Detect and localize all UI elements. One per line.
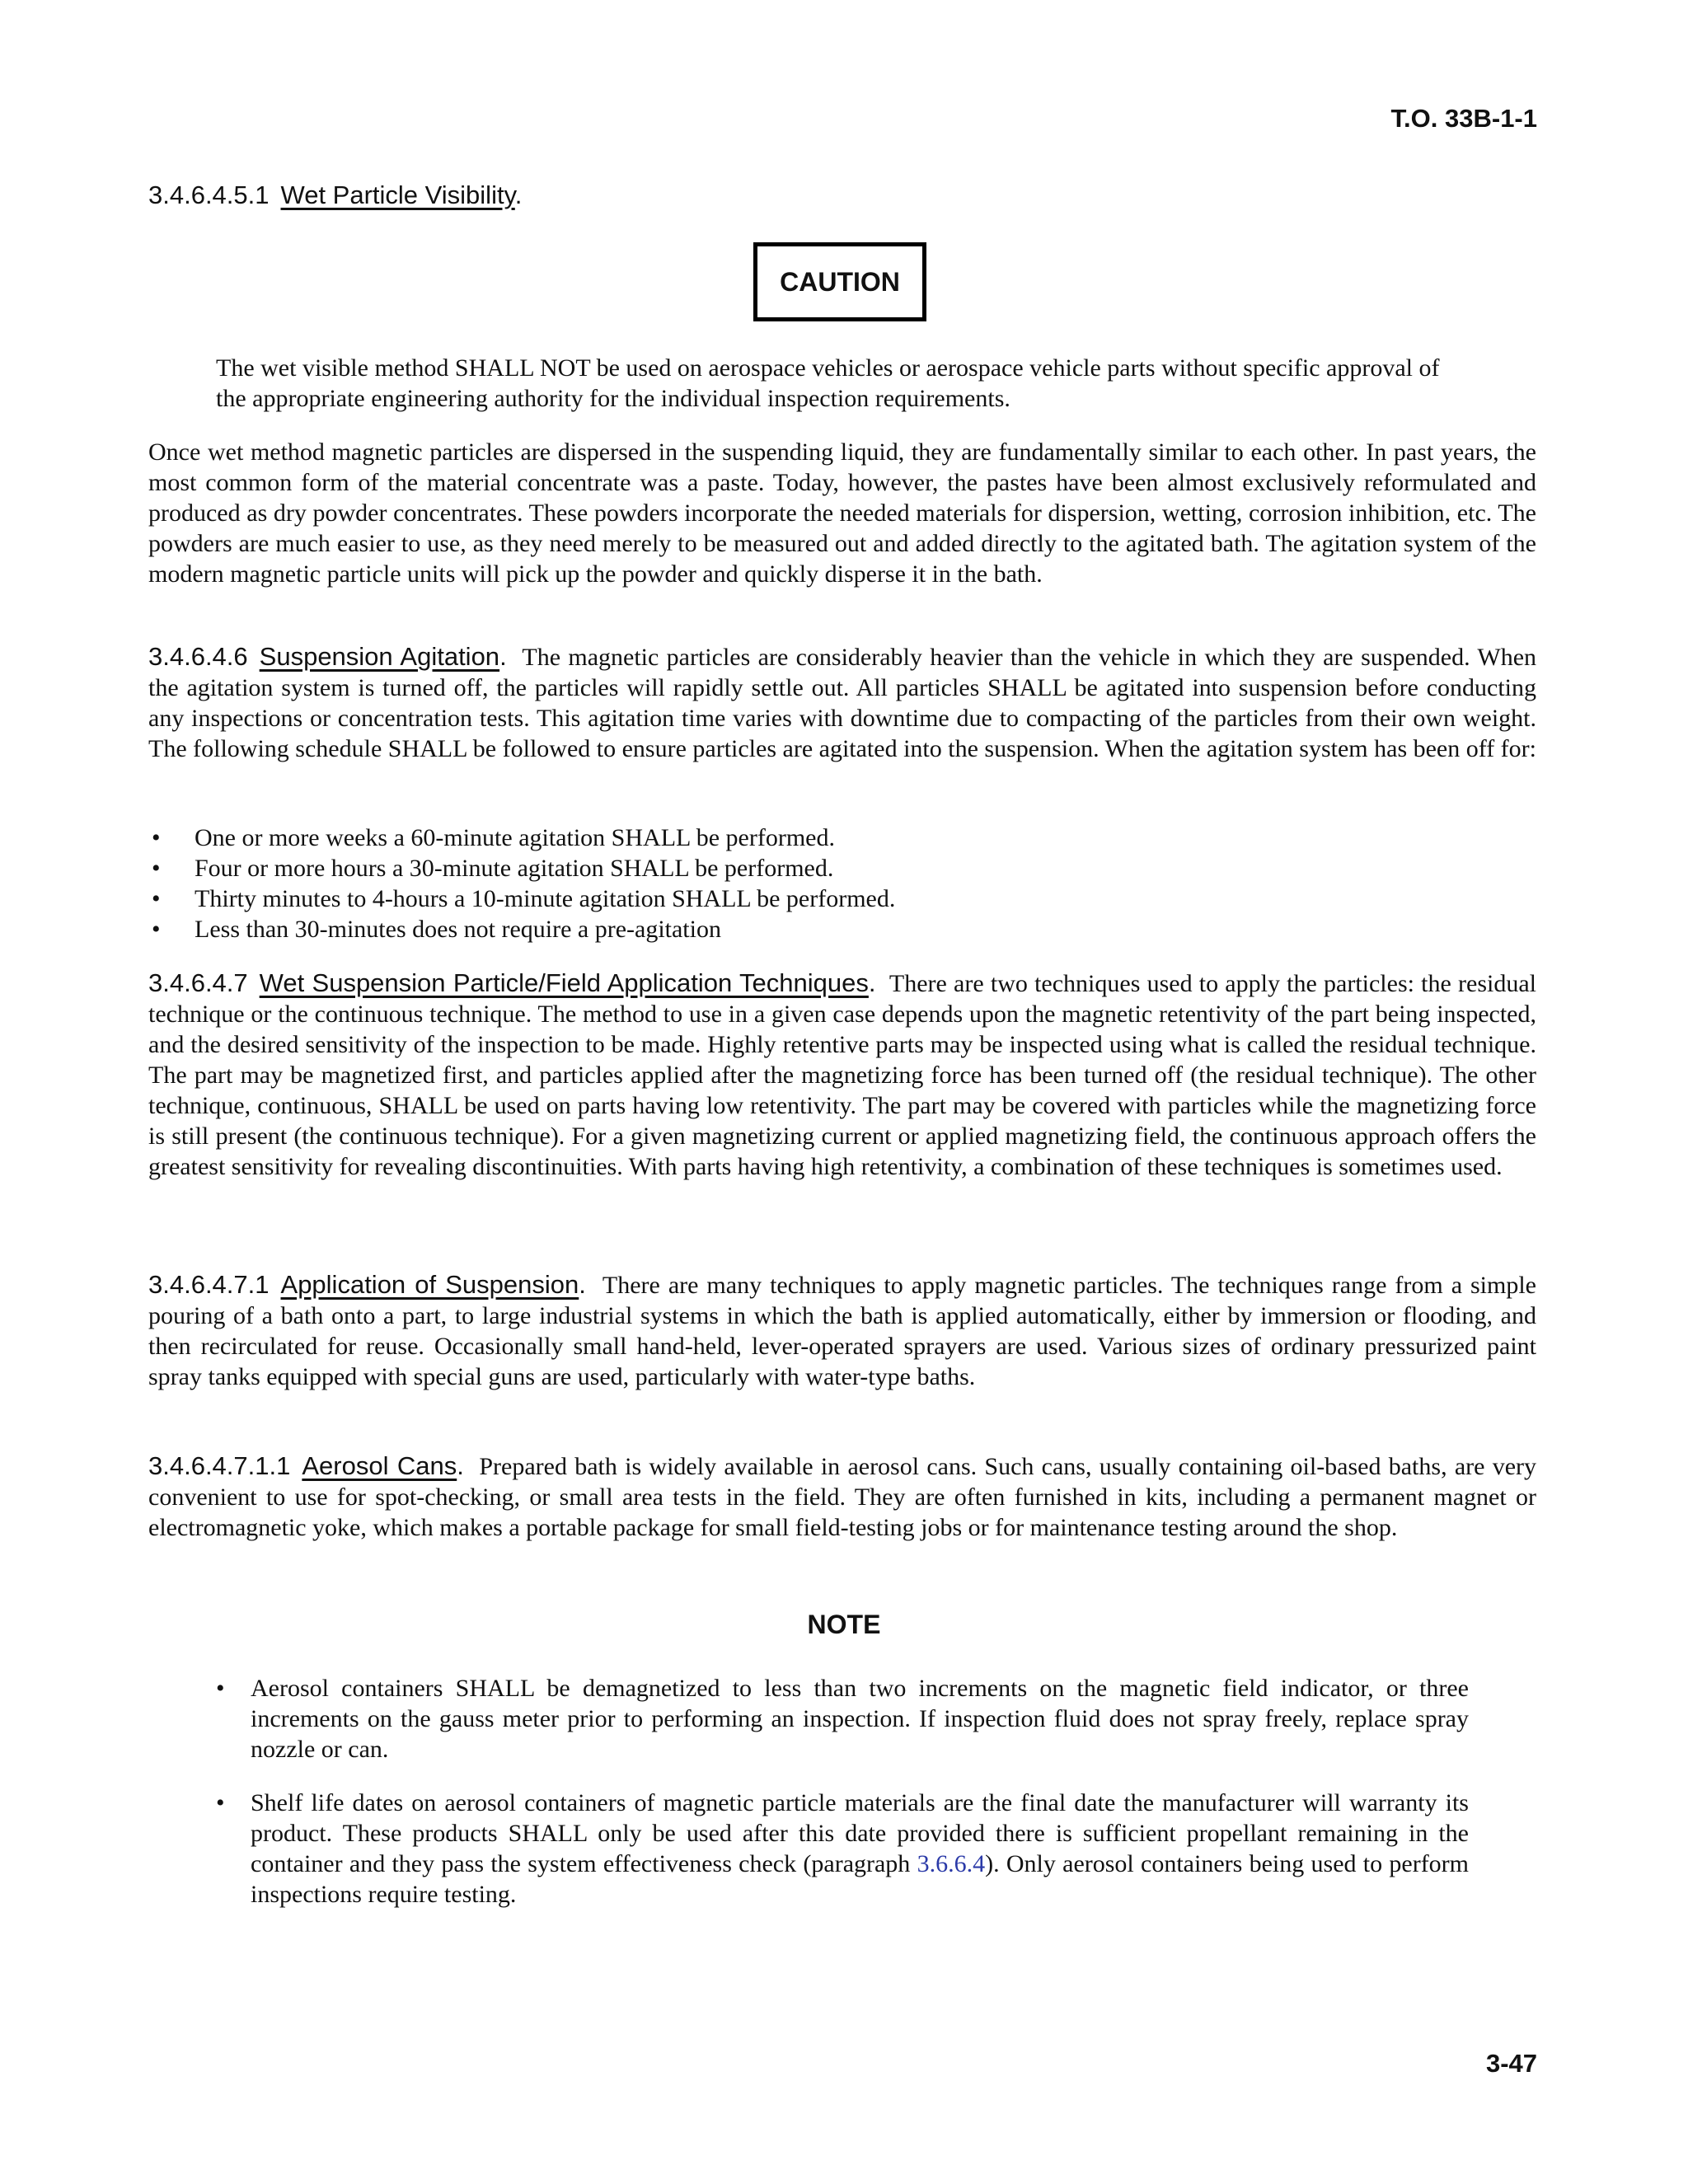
bullet-icon: • [152,885,161,912]
page-number: 3-47 [1485,2049,1537,2078]
section-number: 3.4.6.4.7.1 [148,1270,270,1299]
document-id-header: T.O. 33B-1-1 [1390,104,1537,133]
paragraph-wet-method-particles: Once wet method magnetic particles are dispersed in the suspending liquid, they are fundamentally similar to each other. In past years, the most common form of the material concentrate was a paste. Today, however, the pastes have been almost exclusively reformulated and produced as dry powder concentrates. These powders incorporate the needed materials for dispersion, wetting, corrosion inhibition, etc. The powders are much easier to use, as they need merely to be measured out and added directly to the agitated bath. The agitation system of the modern magnetic particle units will pick up the powder and quickly disperse it in the bath. [148,438,1536,588]
paragraph-reference-link[interactable]: 3.6.6.4 [917,1850,986,1877]
note-item: • Shelf life dates on aerosol containers of magnetic particle materials are the final date the manufacturer will warranty its product. These products SHALL only be used after this date provided there is sufficient propellant remaining in the container and they pass the system effectiveness check (paragraph 3.6.6.4). Only aerosol containers being used to perform inspections require testing. [216,1789,1470,1908]
section-title-punct: . [499,642,507,671]
list-item: • Less than 30-minutes does not require a pre-agitation [152,916,721,943]
section-heading-aerosol-cans [148,1451,464,1480]
caution-label: CAUTION [780,266,900,297]
bullet-icon: • [152,824,161,851]
section-title: Wet Particle Visibility [280,180,515,209]
list-item: • Four or more hours a 30-minute agitation SHALL be performed. [152,855,834,882]
section-title: Wet Suspension Particle/Field Application Techniques [259,968,869,997]
agitation-schedule-list [148,823,1536,944]
section-title-punct: . [514,180,523,209]
bullet-icon: • [152,916,161,943]
bullet-icon: • [152,855,161,882]
caution-box [753,242,926,321]
bullet-icon: • [216,1675,225,1702]
section-body-text: Prepared bath is widely available in aerosol cans. Such cans, usually containing oil-based baths, are very convenient to use for spot-checking, or small area tests in the field. They are often furnished in kits, including a permanent magnet or electromagnetic yoke, which makes a portable package for small field-testing jobs or for maintenance testing around the shop. [148,1453,1537,1541]
section-body-text: There are two techniques used to apply the particles: the residual technique or the continuous technique. The method to use in a given case depends upon the magnetic retentivity of the part being inspected, and the desired sensitivity of the inspection to be made. Highly retentive parts may be inspected using what is called the residual technique. The part may be magnetized first, and particles applied after the magnetizing force has been turned off (the residual technique). The other technique, continuous, SHALL be used on parts having low retentivity. The part may be covered with particles while the magnetizing force is still present (the continuous technique). For a given magnetizing current or applied magnetizing field, the continuous approach offers the greatest sensitivity for revealing discontinuities. With parts having high retentivity, a combination of these techniques is sometimes used. [148,970,1536,1180]
section-suspension-agitation [148,641,1536,764]
section-heading-suspension-agitation [148,642,507,671]
note-item: • Aerosol containers SHALL be demagnetized to less than two increments on the magnetic field indicator, or three increments on the gauss meter prior to performing an inspection. If inspection fluid does not spray freely, replace spray nozzle or can. [216,1675,1469,1763]
caution-text: The wet visible method SHALL NOT be used on aerospace vehicles or aerospace vehicle parts without specific approval of the appropriate engineering authority for the individual inspection requirements. [216,354,1440,412]
section-body-text: There are many techniques to apply magnetic particles. The techniques range from a simple pouring of a bath onto a part, to large industrial systems in which the bath is applied automatically, either by immersion or flooding, and then recirculated for reuse. Occasionally small hand-held, lever-operated sprayers are used. Various sizes of ordinary pressurized paint spray tanks equipped with special guns are used, particularly with water-type baths. [148,1272,1537,1390]
section-number: 3.4.6.4.7 [148,968,248,997]
section-title: Aerosol Cans [302,1451,457,1480]
section-title: Application of Suspension [280,1270,579,1299]
section-number: 3.4.6.4.7.1.1 [148,1451,291,1480]
bullet-icon: • [216,1789,225,1816]
section-title: Suspension Agitation [259,642,500,671]
list-item: • Thirty minutes to 4-hours a 10-minute agitation SHALL be performed. [152,885,896,912]
list-item: • One or more weeks a 60-minute agitation SHALL be performed. [152,824,835,851]
section-title-punct: . [457,1451,464,1480]
section-heading-wet-suspension-techniques [148,968,876,997]
section-aerosol-cans [148,1451,1536,1543]
section-heading-wet-particle-visibility [148,180,1536,210]
section-number: 3.4.6.4.6 [148,642,248,671]
section-title-punct: . [579,1270,586,1299]
section-application-of-suspension [148,1269,1536,1392]
section-title-punct: . [868,968,876,997]
section-number: 3.4.6.4.5.1 [148,180,270,209]
section-wet-suspension-techniques [148,968,1536,1182]
note-list [216,1673,1469,1933]
note-heading: NOTE [807,1610,881,1639]
section-body-text: The magnetic particles are considerably heavier than the vehicle in which they are suspended. When the agitation system is turned off, the particles will rapidly settle out. All particles SHALL be agitated into suspension before conducting any inspections or concentration tests. This agitation time varies with downtime due to compacting of the particles from their own weight. The following schedule SHALL be followed to ensure particles are agitated into the suspension. When the agitation system has been off for: [148,644,1537,762]
section-heading-application-of-suspension [148,1270,586,1299]
